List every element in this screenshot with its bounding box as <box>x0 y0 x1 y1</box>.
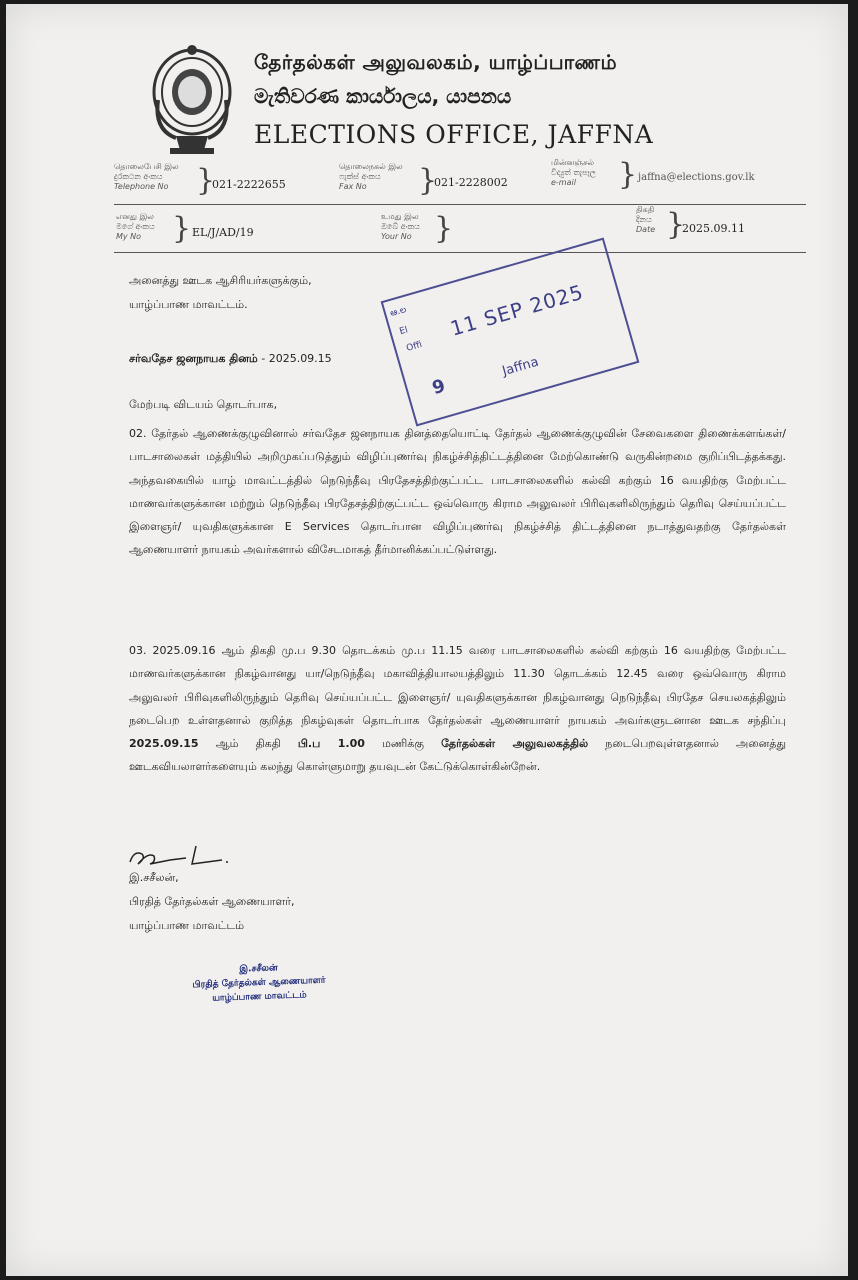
telephone-value: 021-2222655 <box>212 178 286 191</box>
signatory-title: பிரதித் தேர்தல்கள் ஆணையாளர், <box>129 895 295 908</box>
subject-line <box>129 352 332 367</box>
brace-icon: } <box>618 157 638 192</box>
media-meeting-time: பி.ப 1.00 <box>297 737 365 751</box>
my-no-label: எனது இல මගේ අංකය My No <box>116 212 155 241</box>
media-meeting-venue: தேர்தல்கள் அலுவலகத்தில் <box>441 737 589 751</box>
brace-icon: } <box>666 207 686 242</box>
brace-icon: } <box>196 163 216 198</box>
header-divider <box>114 204 806 205</box>
stamp-city: Jaffna <box>500 354 541 380</box>
official-seal: இ.சசீலன் பிரதித் தேர்தல்கள் ஆணையாளர் யாழ்ப்பாண மாவட்டம் <box>192 963 326 1004</box>
brace-icon: } <box>434 211 454 246</box>
email-value: jaffna@elections.gov.lk <box>638 172 755 183</box>
stamp-date: 11 SEP 2025 <box>447 279 587 341</box>
letterhead-title-english: ELECTIONS OFFICE, JAFFNA <box>254 120 654 149</box>
addressee-line1: அனைத்து ஊடக ஆசிரியர்களுக்கும், <box>129 274 312 287</box>
header-divider-2 <box>114 252 806 253</box>
my-no-value: EL/J/AD/19 <box>192 226 254 239</box>
subject-date: - 2025.09.15 <box>257 352 332 365</box>
fax-label: தொலைநகல் இல ෆැක්ස් අංකය Fax No <box>339 162 403 191</box>
signatory-name: இ.சசீலன், <box>129 871 179 884</box>
received-stamp: ఆ.ల El Offi 11 SEP 2025 9 Jaffna <box>381 238 640 427</box>
stamp-number: 9 <box>429 375 448 400</box>
brace-icon: } <box>418 163 438 198</box>
sri-lanka-emblem-icon <box>146 40 238 158</box>
brace-icon: } <box>172 211 192 246</box>
signatory-district: யாழ்ப்பாண மாவட்டம் <box>129 919 245 932</box>
letter-page <box>6 4 848 1276</box>
stamp-border <box>381 238 640 427</box>
date-label: திகதி දිනය Date <box>636 205 656 234</box>
letterhead-title-tamil: தேர்தல்கள் அலுவலகம், யாழ்ப்பாணம் <box>254 50 618 74</box>
subject-title: சர்வதேச ஜனநாயக தினம் <box>129 352 258 365</box>
paragraph-02: 02. தேர்தல் ஆணைக்குழுவினால் சர்வதேச ஜனநாயக தினத்தையொட்டி தேர்தல் ஆணைக்குழுவின் சேவைகளை திணைக்களங்கள்/ பாடசாலைகள் மத்தியில் அறிமுகப்படுத்தும் விழிப்புணர்வு நிகழ்ச்சித்திட்டத்தினை மேற்கொண்டு வருகின்றமை குறிப்பிடத்தக்கது. அந்தவகையில் யாழ் மாவட்டத்தில் நெடுந்தீவு பிரதேசத்திற்குட்பட்ட பாடசாலைகளில் கல்வி கற்கும் 16 வயதிற்கு மேற்பட்ட மாணவர்களுக்கான மற்றும் நெடுந்தீவு பிரதேசத்திற்குட்பட்ட ஒவ்வொரு கிராம அலுவலர் பிரிவுகளிலிருந்தும் தெரிவு செய்யப்பட்ட இளைஞர்/ யுவதிகளுக்கான E Services தொடர்பான விழிப்புணர்வு நிகழ்ச்சித் திட்டத்தினை நடாத்துவதற்கு தேர்தல்கள் ஆணையாளர் நாயகம் அவர்களால் விசேடமாகத் தீர்மானிக்கப்பட்டுள்ளது. <box>129 427 786 557</box>
addressee-line2: யாழ்ப்பாண மாவட்டம். <box>129 298 248 311</box>
handwritten-signature <box>126 844 236 874</box>
date-value: 2025.09.11 <box>682 222 745 235</box>
email-label: மின்னஞ்சல் විද්‍යුත් තැපෑල e-mail <box>551 158 596 187</box>
media-meeting-date: 2025.09.15 <box>129 737 199 751</box>
fax-value: 021-2228002 <box>434 176 508 189</box>
paragraph-03: 03. 2025.09.16 ஆம் திகதி மு.ப 9.30 தொடக்கம் மு.ப 11.15 வரை பாடசாலைகளில் கல்வி கற்கும் 16 வயதிற்கு மேற்பட்ட மாணவர்களுக்கான நிகழ்வானது யா/நெடுந்தீவு மகாவித்தியாலயத்திலும் 11.30 தொடக்கம் 12.45 வரை ஒவ்வொரு கிராம அலுவலர் பிரிவுகளிலிருந்தும் தெரிவு செய்யப்பட்ட இளைஞர்/ யுவதிகளுக்கான நிகழ்வானது நெடுந்தீவு பிரதேச செயலகத்திலும் நடைபெற உள்ளதனால் குறித்த நிகழ்வுகள் தொடர்பாக தேர்தல்கள் ஆணையாளர் நாயகம் அவர்களுடனான ஊடக சந்திப்பு 2025.09.15 ஆம் திகதி பி.ப 1.00 மணிக்கு தேர்தல்கள் அலுவலகத்தில் நடைபெறவுள்ளதனால் அனைத்து ஊடகவியலாளர்களையும் கலந்து கொள்ளுமாறு தயவுடன் கேட்டுக்கொள்கின்றேன். <box>129 644 786 774</box>
your-no-label: உமது இல ඔබේ අංකය Your No <box>381 212 420 241</box>
telephone-label: தொலைபேசி இல දුරකථන අංකය Telephone No <box>114 162 179 191</box>
letterhead-title-sinhala: මැතිවරණ කාර්යාලය, යාපනය <box>254 84 512 108</box>
reference-line: மேற்படி விடயம் தொடர்பாக, <box>129 398 278 411</box>
